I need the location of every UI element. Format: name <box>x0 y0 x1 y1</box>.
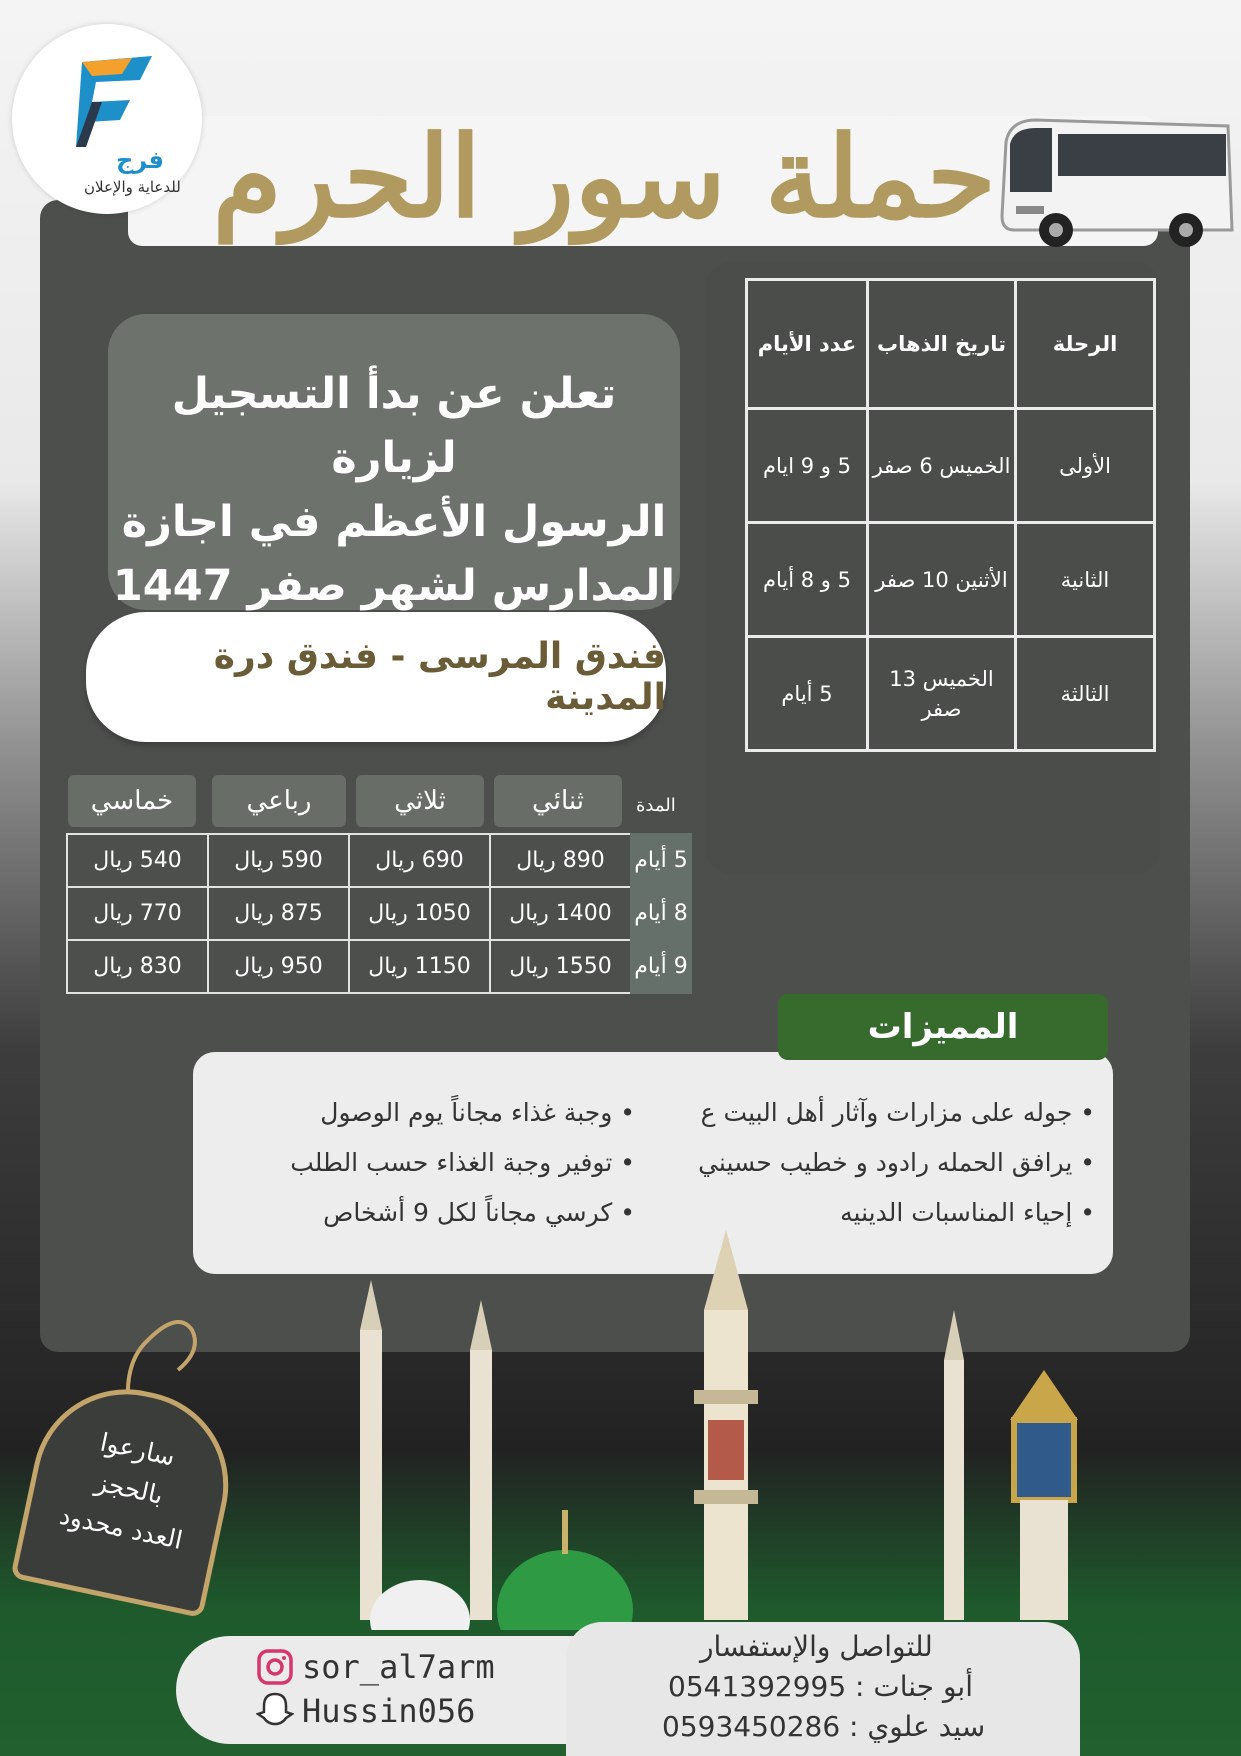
price-cell: 690 ريال <box>349 834 490 887</box>
table-row <box>747 409 1155 523</box>
duration-label: المدة <box>636 795 676 816</box>
feature-item: • وجبة غذاء مجاناً يوم الوصول <box>320 1098 635 1127</box>
tier-double: ثنائي <box>494 775 622 827</box>
table-row <box>67 940 691 993</box>
trip-days: 5 و 8 أيام <box>747 523 868 637</box>
trip-name: الثانية <box>1016 523 1155 637</box>
tier-quad: رباعي <box>212 775 346 827</box>
feature-item: • يرافق الحمله رادود و خطيب حسيني <box>698 1148 1095 1177</box>
logo-name: فرج <box>116 146 164 174</box>
price-cell: 1150 ريال <box>349 940 490 993</box>
header-date: تاريخ الذهاب <box>868 280 1016 409</box>
price-table <box>66 833 692 994</box>
price-cell: 950 ريال <box>208 940 349 993</box>
phone-2[interactable]: سيد علوي : 0593450286 <box>662 1710 986 1743</box>
table-header-row <box>747 280 1155 409</box>
tier-triple: ثلاثي <box>356 775 484 827</box>
feature-item: • إحياء المناسبات الدينيه <box>840 1198 1095 1227</box>
table-row <box>67 887 691 940</box>
price-cell: 1400 ريال <box>490 887 631 940</box>
features-heading: المميزات <box>778 994 1108 1060</box>
mosque-illustration <box>340 1210 1120 1634</box>
price-cell: 890 ريال <box>490 834 631 887</box>
company-logo <box>12 24 202 214</box>
trip-days: 5 أيام <box>747 637 868 751</box>
price-cell: 830 ريال <box>67 940 208 993</box>
price-cell: 875 ريال <box>208 887 349 940</box>
trip-date: الخميس 13 صفر <box>868 637 1016 751</box>
announcement-line: الرسول الأعظم في اجازة <box>121 497 667 547</box>
booking-badge <box>10 1372 245 1618</box>
hotels-banner: فندق المرسى - فندق درة المدينة <box>86 612 666 742</box>
badge-line: سارعوا <box>97 1427 178 1472</box>
price-cell: 1550 ريال <box>490 940 631 993</box>
feature-item: • كرسي مجاناً لكل 9 أشخاص <box>323 1198 635 1227</box>
duration-cell: 5 أيام <box>631 834 691 887</box>
snapchat-handle[interactable]: Hussin056 <box>302 1692 476 1730</box>
badge-line: بالحجز <box>92 1467 166 1510</box>
duration-cell: 8 أيام <box>631 887 691 940</box>
tier-quint: خماسي <box>68 775 196 827</box>
f-logo-icon <box>62 52 157 147</box>
duration-cell: 9 أيام <box>631 940 691 993</box>
price-cell: 1050 ريال <box>349 887 490 940</box>
announcement-box <box>108 314 680 610</box>
price-cell: 770 ريال <box>67 887 208 940</box>
trip-name: الأولى <box>1016 409 1155 523</box>
announcement-line: المدارس لشهر صفر 1447 <box>112 561 676 611</box>
badge-line: العدد محدود <box>57 1500 186 1555</box>
announcement-line: تعلن عن بدأ التسجيل لزيارة <box>171 369 617 483</box>
header-days: عدد الأيام <box>747 280 868 409</box>
trip-days: 5 و 9 ايام <box>747 409 868 523</box>
trip-date: الخميس 6 صفر <box>868 409 1016 523</box>
feature-item: • توفير وجبة الغذاء حسب الطلب <box>290 1148 635 1177</box>
price-cell: 540 ريال <box>67 834 208 887</box>
page-title: حملة سور الحرم <box>212 112 996 243</box>
contact-title: للتواصل والإستفسار <box>700 1630 933 1663</box>
snapchat-icon <box>256 1690 294 1734</box>
trip-date: الأثنين 10 صفر <box>868 523 1016 637</box>
logo-tagline: للدعاية والإعلان <box>84 178 181 196</box>
trips-table <box>745 278 1156 752</box>
price-cell: 590 ريال <box>208 834 349 887</box>
instagram-handle[interactable]: sor_al7arm <box>302 1648 495 1686</box>
feature-item: • جوله على مزارات وآثار أهل البيت ع <box>700 1098 1095 1127</box>
trip-name: الثالثة <box>1016 637 1155 751</box>
instagram-icon <box>256 1648 294 1690</box>
table-row <box>747 523 1155 637</box>
header-trip: الرحلة <box>1016 280 1155 409</box>
bus-icon <box>996 112 1236 266</box>
table-row <box>747 637 1155 751</box>
phone-1[interactable]: أبو جنات : 0541392995 <box>668 1670 973 1703</box>
table-row <box>67 834 691 887</box>
